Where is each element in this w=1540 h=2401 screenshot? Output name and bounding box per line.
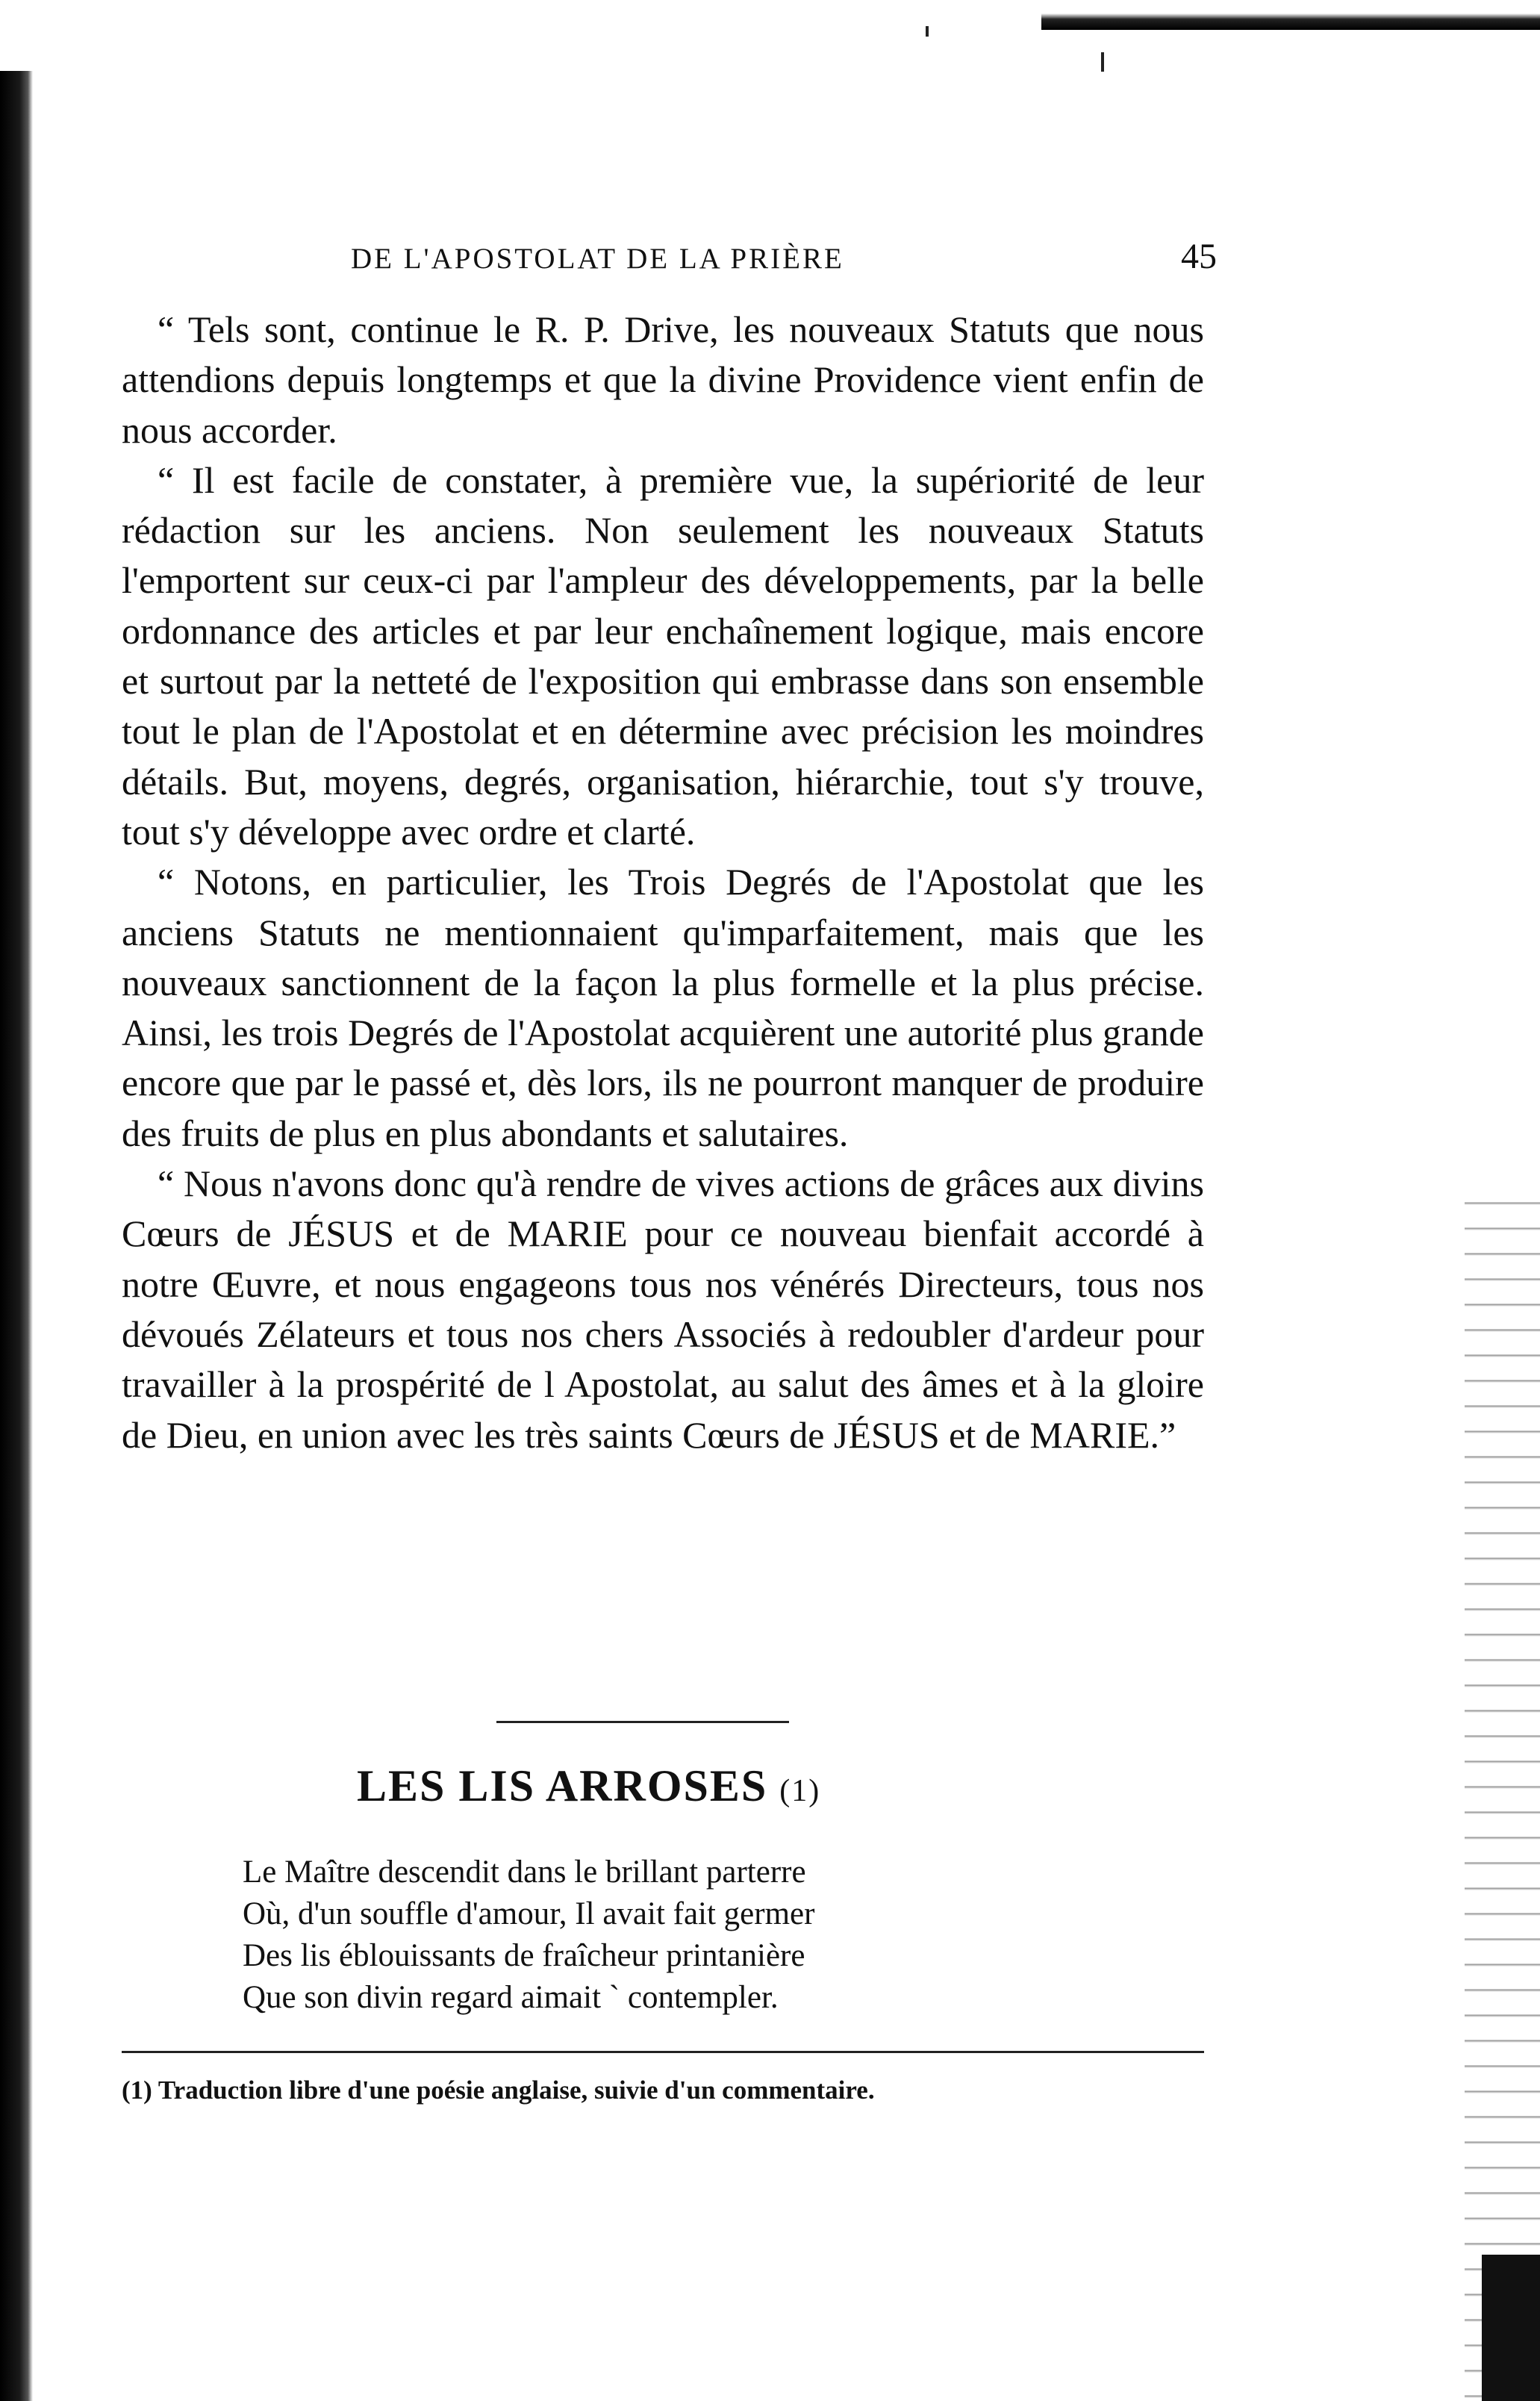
paragraph: “ Notons, en particulier, les Trois Degrés de l'Apostolat que les anciens Statuts ne mentionnaient qu'imparfaitement, mais que les nouveaux sanctionnent de la façon la plus formelle et la plus précise. Ainsi, les trois Degrés de l'Apostolat acquièrent une autorité plus grande encore que par le passé et, dès lors, ils ne pourront manquer de produire des fruits de plus en plus abondants et salutaires. — [122, 861, 1204, 1154]
running-title: DE L'APOSTOLAT DE LA PRIÈRE — [351, 243, 844, 275]
scan-artifact-left-edge — [0, 71, 33, 2401]
footnote: (1) Traduction libre d'une poésie anglaise, suivie d'un commentaire. — [122, 2075, 875, 2105]
poem — [243, 1852, 1064, 2019]
poem-verse: Des lis éblouissants de fraîcheur printanière — [243, 1938, 805, 1973]
paragraph: “ Tels sont, continue le R. P. Drive, les nouveaux Statuts que nous attendions depuis longtemps et que la divine Providence vient enfin de nous accorder. — [122, 308, 1204, 451]
page-number: 45 — [1181, 237, 1217, 276]
scan-speck — [1101, 52, 1104, 72]
paragraph: “ Nous n'avons donc qu'à rendre de vives actions de grâces aux divins Cœurs de JÉSUS et de MARIE pour ce nouveau bienfait accordé à notre Œuvre, et nous engageons tous nos vénérés Directeurs, tous nos dévoués Zélateurs et tous nos chers Associés à redoubler d'ardeur pour travailler à la prospérité de l Apostolat, au salut des âmes et à la gloire de Dieu, en union avec les très saints Cœurs de JÉSUS et de MARIE.” — [122, 1162, 1204, 1456]
footnote-reference: (1) — [779, 1774, 821, 1808]
scan-artifact-right-corner — [1482, 2255, 1540, 2401]
page-header — [187, 231, 1217, 284]
poem-title — [357, 1760, 954, 1812]
body-text — [122, 305, 1204, 1460]
scan-artifact-top-bar — [1041, 13, 1540, 30]
poem-title-text: LES LIS ARROSES — [357, 1761, 768, 1810]
section-divider — [496, 1721, 789, 1723]
poem-verse: Où, d'un souffle d'amour, Il avait fait germer — [243, 1896, 815, 1931]
scan-artifact-right-edge — [1465, 1180, 1540, 2401]
poem-verse: Le Maître descendit dans le brillant parterre — [243, 1855, 806, 1890]
paragraph: “ Il est facile de constater, à première vue, la supériorité de leur rédaction sur les anciens. Non seulement les nouveaux Statuts l'emportent sur ceux-ci par l'ampleur des développements, par la belle ordonnance des articles et par leur enchaînement logique, mais encore et surtout par la netteté de l'exposition qui embrasse dans son ensemble tout le plan de l'Apostolat et en détermine avec précision les moindres détails. But, moyens, degrés, organisation, hiérarchie, tout s'y trouve, tout s'y développe avec ordre et clarté. — [122, 458, 1204, 853]
footnote-divider — [122, 2051, 1204, 2053]
scan-speck — [926, 26, 929, 37]
poem-verse: Que son divin regard aimait ` contempler. — [243, 1980, 779, 2015]
